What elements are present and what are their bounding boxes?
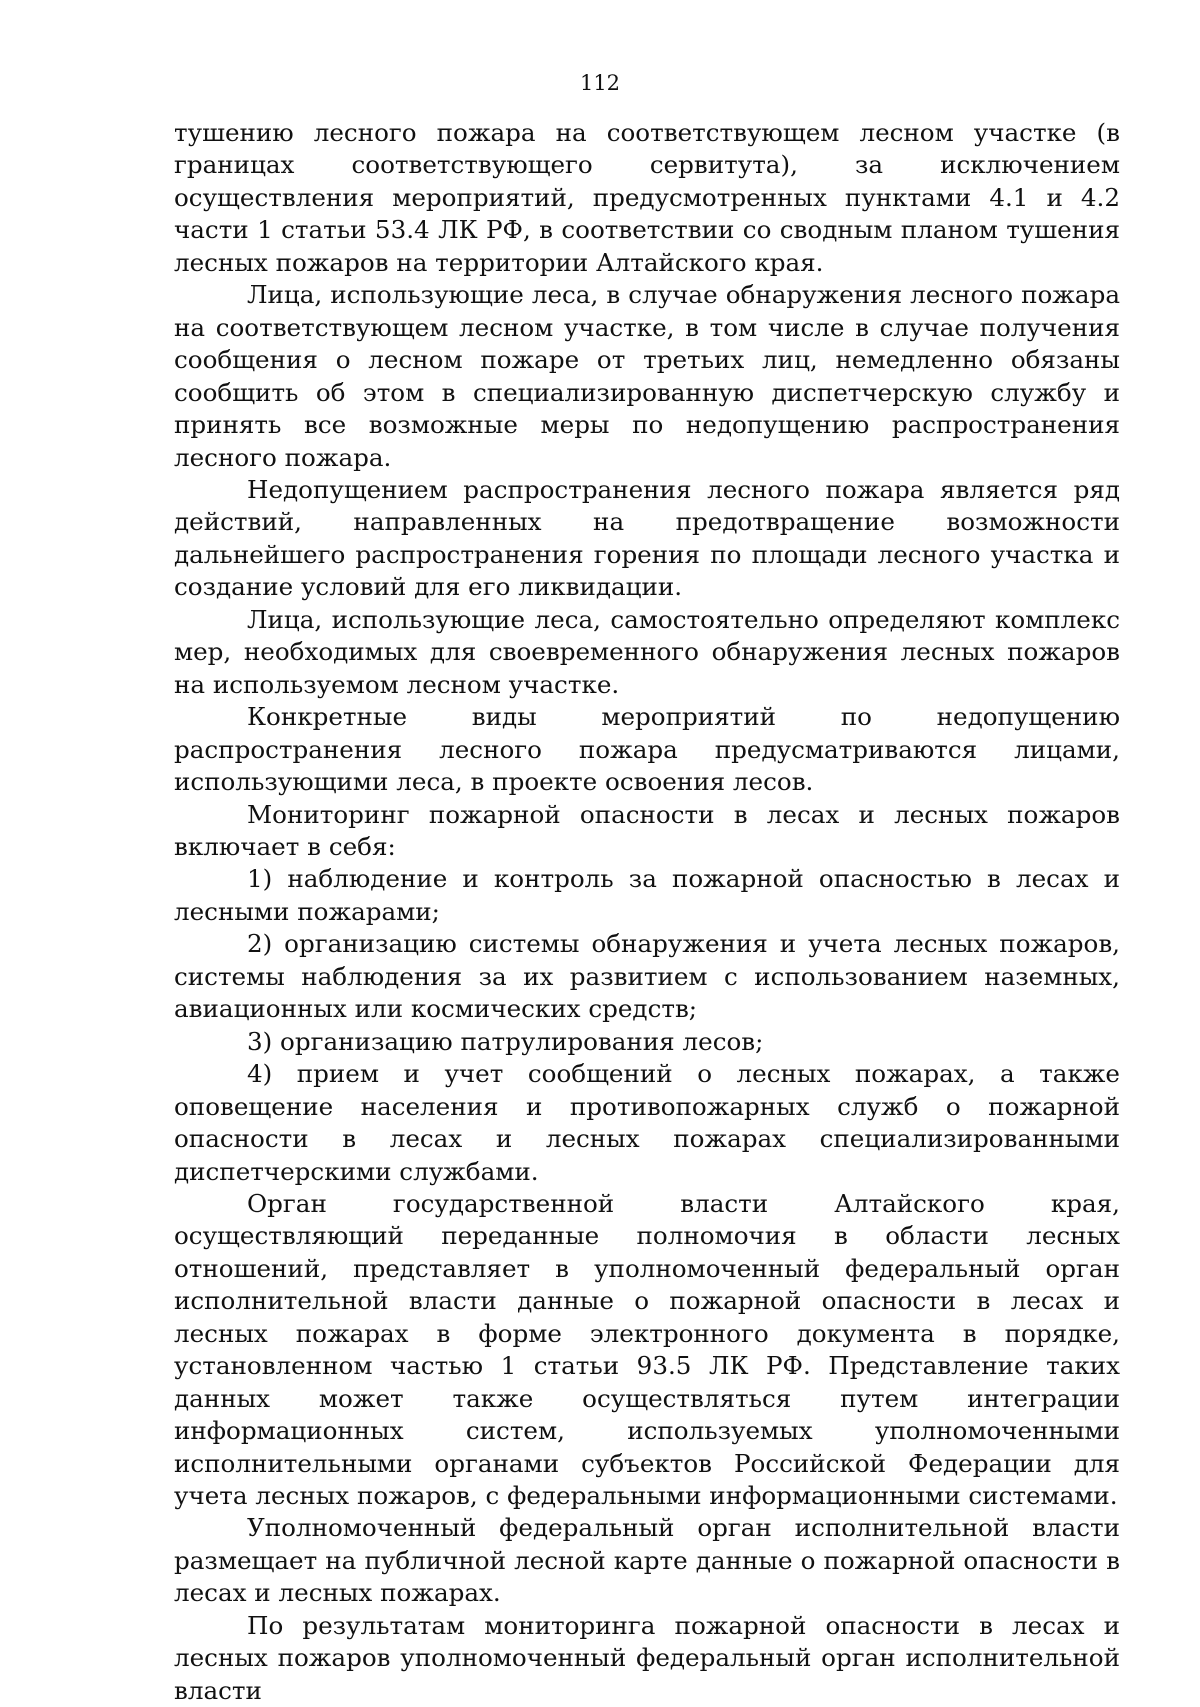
paragraph: Конкретные виды мероприятий по недопущению распространения лесного пожара предусматриваются лицами, использующими леса, в проекте освоения лесов. <box>174 702 1120 797</box>
paragraph: По результатам мониторинга пожарной опасности в лесах и лесных пожаров уполномоченный федеральный орган исполнительной власти <box>174 1610 1120 1705</box>
paragraph: Уполномоченный федеральный орган исполнительной власти размещает на публичной лесной карте данные о пожарной опасности в лесах и лесных пожарах. <box>174 1513 1120 1608</box>
document-body <box>174 117 1120 1707</box>
paragraph: Лица, использующие леса, самостоятельно определяют комплекс мер, необходимых для своевременного обнаружения лесных пожаров на используемом лесном участке. <box>174 604 1120 699</box>
list-item: 3) организацию патрулирования лесов; <box>247 1026 764 1056</box>
paragraph-continuation: тушению лесного пожара на соответствующем лесном участке (в границах соответствующего сервитута), за исключением осуществления мероприятий, предусмотренных пунктами 4.1 и 4.2 части 1 статьи 53.4 ЛК РФ, в соответствии со сводным планом тушения лесных пожаров на территории Алтайского края. <box>174 118 1120 277</box>
paragraph: Недопущением распространения лесного пожара является ряд действий, направленных на предотвращение возможности дальнейшего распространения горения по площади лесного участка и создание условий для его ликвидации. <box>174 474 1120 602</box>
paragraph: Мониторинг пожарной опасности в лесах и лесных пожаров включает в себя: <box>174 799 1120 861</box>
page-number: 112 <box>579 71 621 95</box>
paragraph: Орган государственной власти Алтайского края, осуществляющий переданные полномочия в области лесных отношений, представляет в уполномоченный федеральный орган исполнительной власти данные о пожарной опасности в лесах и лесных пожарах в форме электронного документа в порядке, установленном частью 1 статьи 93.5 ЛК РФ. Представление таких данных может также осуществляться путем интеграции информационных систем, используемых уполномоченными исполнительными органами субъектов Российской Федерации для учета лесных пожаров, с федеральными информационными системами. <box>174 1188 1120 1511</box>
list-item: 2) организацию системы обнаружения и учета лесных пожаров, системы наблюдения за их развитием с использованием наземных, авиационных или космических средств; <box>174 929 1120 1024</box>
paragraph: Лица, использующие леса, в случае обнаружения лесного пожара на соответствующем лесном участке, в том числе в случае получения сообщения о лесном пожаре от третьих лиц, немедленно обязаны сообщить об этом в специализированную диспетчерскую службу и принять все возможные меры по недопущению распространения лесного пожара. <box>174 280 1120 472</box>
list-item: 1) наблюдение и контроль за пожарной опасностью в лесах и лесными пожарами; <box>174 864 1120 926</box>
list-item: 4) прием и учет сообщений о лесных пожарах, а также оповещение населения и противопожарных служб о пожарной опасности в лесах и лесных пожарах специализированными диспетчерскими службами. <box>174 1059 1120 1186</box>
